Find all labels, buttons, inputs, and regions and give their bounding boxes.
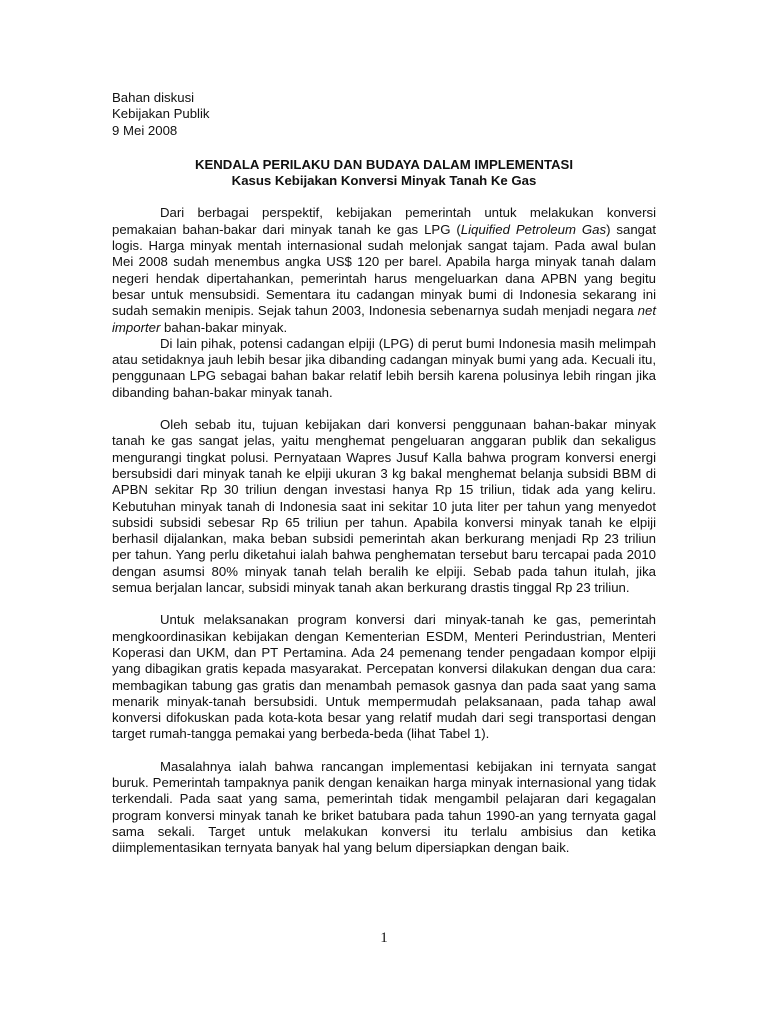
paragraph-1-part-c: bahan-bakar minyak. (160, 319, 288, 335)
header-line-1: Bahan diskusi (112, 90, 195, 105)
paragraph-1-italic-net-importer: net importer (112, 303, 656, 335)
header-line-3: 9 Mei 2008 (112, 122, 178, 138)
document-subtitle: Kasus Kebijakan Konversi Minyak Tanah Ke Gas (231, 173, 537, 189)
paragraph-1-italic-lpg: Liquified Petroleum Gas (460, 221, 607, 237)
paragraph-3: Oleh sebab itu, tujuan kebijakan dari konversi penggunaan bahan-bakar minyak tanah ke gas sangat jelas, yaitu menghemat pengeluaran anggaran publik dan sekaligus mengurangi tingkat polusi. Pernyataan Wapres Jusuf Kalla bahwa program konversi energi bersubsidi dari minyak tanah ke elpiji ukuran 3 kg bakal menghemat belanja subsidi BBM di APBN sekitar Rp 30 triliun dengan investasi hanya Rp 15 triliun, tidak ada yang keliru. Kebutuhan minyak tanah di Indonesia saat ini sekitar 10 juta liter per tahun yang menyedot subsidi subsidi sebesar Rp 65 triliun per tahun. Apabila konversi minyak tanah ke elpiji berhasil dijalankan, maka beban subsidi pemerintah akan berkurang menjadi Rp 23 triliun per tahun. Yang perlu diketahui ialah bahwa penghematan tersebut baru tercapai pada 2010 dengan asumsi 80% minyak tanah telah beralih ke elpiji. Sebab pada tahun itulah, jika semua berjalan lancar, subsidi minyak tanah akan berkurang drastis tinggal Rp 23 triliun. (112, 417, 656, 596)
paragraph-5: Masalahnya ialah bahwa rancangan implementasi kebijakan ini ternyata sangat buruk. Pemerintah tampaknya panik dengan kenaikan harga minyak internasional yang tidak terkendali. Pada saat yang sama, pemerintah tidak mengambil pelajaran dari kegagalan program konversi minyak tanah ke briket batubara pada tahun 1990-an yang ternyata gagal sama sekali. Target untuk melakukan konversi itu terlalu ambisius dan ketika diimplementasikan ternyata banyak hal yang belum dipersiapkan dengan baik. (112, 758, 656, 856)
document-title: KENDALA PERILAKU DAN BUDAYA DALAM IMPLEMENTASI (194, 156, 574, 172)
paragraph-4: Untuk melaksanakan program konversi dari minyak-tanah ke gas, pemerintah mengkoordinasikan kebijakan dengan Kementerian ESDM, Menteri Perindustrian, Menteri Koperasi dan UKM, dan PT Pertamina. Ada 24 pemenang tender pengadaan kompor elpiji yang dibagikan gratis kepada masyarakat. Percepatan konversi dilakukan dengan dua cara: membagikan tabung gas gratis dan menambah pemasok gasnya dan pada saat yang sama menarik minyak-tanah bersubsidi. Untuk mempermudah pelaksanaan, pada tahap awal konversi difokuskan pada kota-kota besar yang relatif mudah dari segi transportasi dengan target rumah-tangga pemakai yang berbeda-beda (lihat Tabel 1). (112, 612, 656, 742)
paragraph-2: Di lain pihak, potensi cadangan elpiji (LPG) di perut bumi Indonesia masih melimpah atau setidaknya jauh lebih besar jika dibanding cadangan minyak bumi yang ada. Kecuali itu, penggunaan LPG sebagai bahan bakar relatif lebih bersih karena polusinya lebih ringan jika dibanding bahan-bakar minyak tanah. (112, 335, 656, 400)
document-header (112, 90, 656, 139)
document-title-block (112, 157, 656, 190)
header-line-2: Kebijakan Publik (112, 106, 210, 122)
paragraph-1-part-a: Dari berbagai perspektif, kebijakan pemerintah untuk melakukan konversi pemakaian bahan-bakar dari minyak tanah ke gas LPG ( (112, 205, 656, 237)
paragraph-1 (112, 205, 656, 335)
page-number: 1 (380, 930, 388, 946)
paragraph-1-part-b: ) sangat logis. Harga minyak mentah internasional sudah melonjak sangat tajam. Pada awal bulan Mei 2008 sudah menembus angka US$ 120 per barel. Apabila harga minyak tanah dalam negeri hendak dipertahankan, pemerintah harus mengeluarkan dana APBN yang begitu besar untuk mensubsidi. Sementara itu cadangan minyak bumi di Indonesia sekarang ini sudah semakin menipis. Sejak tahun 2003, Indonesia sebenarnya sudah menjadi negara (112, 221, 656, 319)
document-body (112, 90, 656, 856)
